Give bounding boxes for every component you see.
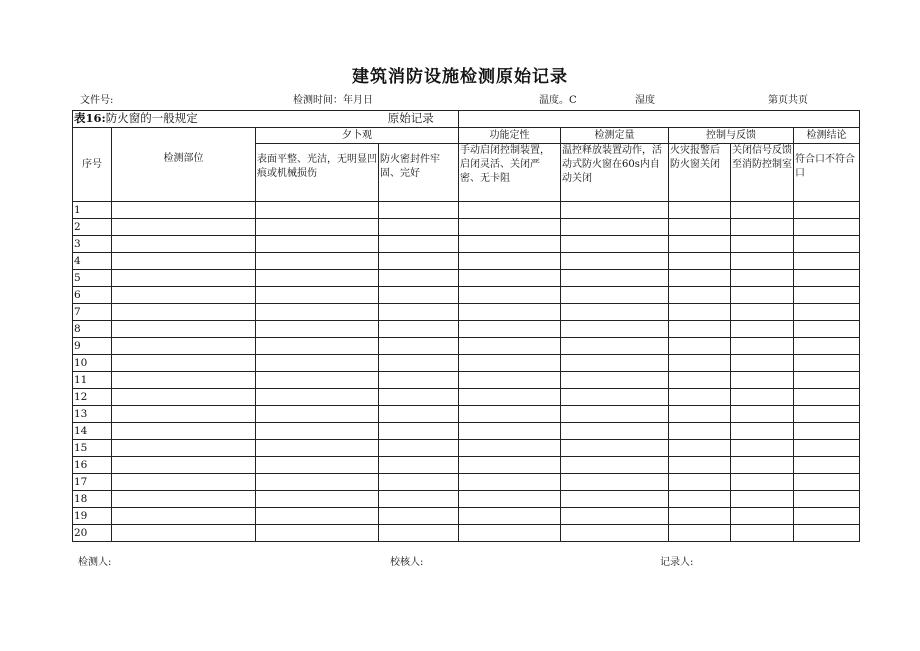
table-cell bbox=[794, 457, 860, 474]
row-number: 12 bbox=[73, 389, 112, 406]
row-number: 13 bbox=[73, 406, 112, 423]
table-cell bbox=[731, 457, 794, 474]
table-row bbox=[73, 202, 860, 219]
table-cell bbox=[794, 236, 860, 253]
table-cell bbox=[731, 372, 794, 389]
table-cell bbox=[731, 219, 794, 236]
table-cell bbox=[379, 219, 459, 236]
sub-header-manual-control: 手动启闭控制装置，启闭灵活、关闭严密、无卡阻 bbox=[459, 144, 561, 202]
data-rows bbox=[73, 202, 860, 542]
table-cell bbox=[669, 491, 731, 508]
table-number: 表16: bbox=[74, 111, 106, 125]
row-number: 17 bbox=[73, 474, 112, 491]
table-cell bbox=[731, 423, 794, 440]
table-cell bbox=[379, 372, 459, 389]
table-row bbox=[73, 372, 860, 389]
row-number: 1 bbox=[73, 202, 112, 219]
table-cell bbox=[669, 270, 731, 287]
table-cell bbox=[256, 389, 379, 406]
table-cell bbox=[379, 525, 459, 542]
table-cell bbox=[459, 525, 561, 542]
table-cell bbox=[561, 474, 669, 491]
table-cell bbox=[669, 406, 731, 423]
table-row bbox=[73, 253, 860, 270]
table-cell bbox=[459, 304, 561, 321]
table-cell bbox=[669, 372, 731, 389]
table-cell bbox=[794, 321, 860, 338]
table-cell bbox=[379, 304, 459, 321]
table-cell bbox=[379, 202, 459, 219]
table-cell bbox=[459, 287, 561, 304]
table-cell bbox=[112, 423, 256, 440]
row-number: 14 bbox=[73, 423, 112, 440]
check-time-label: 检测时间：年月日 bbox=[293, 95, 373, 106]
table-cell bbox=[112, 440, 256, 457]
table-cell bbox=[794, 270, 860, 287]
table-cell bbox=[669, 287, 731, 304]
table-row bbox=[73, 525, 860, 542]
table-cell bbox=[794, 440, 860, 457]
row-number: 3 bbox=[73, 236, 112, 253]
header-control-feedback: 控制与反馈 bbox=[669, 128, 794, 144]
table-row bbox=[73, 508, 860, 525]
sub-header-signal-feedback: 关闭信号反馈至消防控制室 bbox=[731, 144, 794, 202]
table-cell bbox=[561, 304, 669, 321]
row-number: 6 bbox=[73, 287, 112, 304]
table-cell bbox=[794, 355, 860, 372]
table-cell bbox=[459, 423, 561, 440]
table-cell bbox=[379, 253, 459, 270]
header-serial-number: 序号 bbox=[73, 128, 112, 202]
header-conclusion: 检测结论 bbox=[794, 128, 860, 144]
table-row bbox=[73, 389, 860, 406]
table-cell bbox=[561, 355, 669, 372]
table-row bbox=[73, 406, 860, 423]
table-cell bbox=[669, 440, 731, 457]
table-cell bbox=[561, 338, 669, 355]
table-cell bbox=[379, 236, 459, 253]
table-cell bbox=[256, 270, 379, 287]
sub-header-alarm-close: 火灾报警后防火窗关闭 bbox=[669, 144, 731, 202]
humidity-label: 湿度 bbox=[635, 95, 655, 106]
group-header-row bbox=[73, 128, 860, 144]
table-cell bbox=[731, 525, 794, 542]
table-cell bbox=[561, 202, 669, 219]
table-cell bbox=[256, 423, 379, 440]
table-row bbox=[73, 440, 860, 457]
table-cell bbox=[561, 406, 669, 423]
row-number: 8 bbox=[73, 321, 112, 338]
table-cell bbox=[459, 236, 561, 253]
table-cell bbox=[256, 355, 379, 372]
table-cell bbox=[669, 508, 731, 525]
table-cell bbox=[379, 474, 459, 491]
table-cell bbox=[669, 253, 731, 270]
table-cell bbox=[256, 202, 379, 219]
table-cell bbox=[112, 287, 256, 304]
table-cell bbox=[794, 202, 860, 219]
table-cell bbox=[112, 406, 256, 423]
table-cell bbox=[669, 474, 731, 491]
table-cell bbox=[669, 236, 731, 253]
table-cell bbox=[794, 253, 860, 270]
table-cell bbox=[561, 440, 669, 457]
row-number: 11 bbox=[73, 372, 112, 389]
table-cell bbox=[256, 338, 379, 355]
table-cell bbox=[669, 321, 731, 338]
file-number-label: 文件号: bbox=[80, 95, 114, 106]
table-cell bbox=[731, 406, 794, 423]
table-cell bbox=[561, 508, 669, 525]
table-row bbox=[73, 304, 860, 321]
table-cell bbox=[112, 355, 256, 372]
table-cell bbox=[256, 508, 379, 525]
table-cell bbox=[256, 440, 379, 457]
table-cell bbox=[112, 525, 256, 542]
table-cell bbox=[794, 525, 860, 542]
table-cell bbox=[379, 338, 459, 355]
table-cell bbox=[561, 321, 669, 338]
table-cell bbox=[379, 440, 459, 457]
table-cell bbox=[669, 525, 731, 542]
table-cell bbox=[794, 508, 860, 525]
table-cell bbox=[459, 474, 561, 491]
table-cell bbox=[669, 423, 731, 440]
header-location: 检测部位 bbox=[112, 128, 256, 202]
row-number: 5 bbox=[73, 270, 112, 287]
inspection-record-table bbox=[72, 110, 860, 542]
header-quantitative: 检测定量 bbox=[561, 128, 669, 144]
table-title-blank bbox=[459, 111, 860, 128]
row-number: 2 bbox=[73, 219, 112, 236]
row-number: 16 bbox=[73, 457, 112, 474]
table-cell bbox=[459, 270, 561, 287]
table-cell bbox=[256, 236, 379, 253]
table-cell bbox=[794, 423, 860, 440]
table-cell bbox=[794, 491, 860, 508]
table-cell bbox=[731, 508, 794, 525]
table-cell bbox=[379, 287, 459, 304]
header-appearance: 夕卜观 bbox=[256, 128, 459, 144]
table-cell bbox=[459, 440, 561, 457]
table-cell bbox=[731, 338, 794, 355]
table-cell bbox=[731, 440, 794, 457]
table-row bbox=[73, 287, 860, 304]
table-cell bbox=[561, 457, 669, 474]
table-cell bbox=[379, 270, 459, 287]
table-cell bbox=[112, 304, 256, 321]
table-cell bbox=[256, 406, 379, 423]
table-cell bbox=[731, 253, 794, 270]
table-row bbox=[73, 474, 860, 491]
temperature-label: 温度。C bbox=[539, 95, 577, 106]
table-cell bbox=[112, 508, 256, 525]
table-cell bbox=[379, 406, 459, 423]
table-cell bbox=[459, 457, 561, 474]
table-cell bbox=[112, 253, 256, 270]
row-number: 20 bbox=[73, 525, 112, 542]
table-cell bbox=[561, 372, 669, 389]
table-row bbox=[73, 423, 860, 440]
table-cell bbox=[561, 270, 669, 287]
table-name: 防火窗的一般规定 bbox=[105, 111, 198, 125]
table-cell bbox=[459, 338, 561, 355]
table-title-row bbox=[73, 111, 860, 128]
table-cell bbox=[794, 389, 860, 406]
document-title: 建筑消防设施检测原始记录 bbox=[352, 67, 568, 87]
table-cell bbox=[112, 491, 256, 508]
table-cell bbox=[379, 321, 459, 338]
table-row bbox=[73, 270, 860, 287]
sub-header-surface: 表面平整、光洁，无明显凹痕或机械损伤 bbox=[256, 144, 379, 202]
table-cell bbox=[379, 355, 459, 372]
table-cell bbox=[459, 219, 561, 236]
sub-header-conclusion: 符合口不符合口 bbox=[794, 144, 860, 202]
table-cell bbox=[731, 389, 794, 406]
table-cell bbox=[112, 457, 256, 474]
table-cell bbox=[669, 355, 731, 372]
table-row bbox=[73, 236, 860, 253]
table-cell bbox=[794, 338, 860, 355]
table-cell bbox=[561, 287, 669, 304]
table-cell bbox=[256, 287, 379, 304]
table-cell bbox=[669, 389, 731, 406]
table-cell bbox=[379, 389, 459, 406]
table-cell bbox=[112, 236, 256, 253]
table-cell bbox=[459, 389, 561, 406]
tester-label: 检测人: bbox=[78, 557, 112, 568]
table-cell bbox=[561, 491, 669, 508]
row-number: 19 bbox=[73, 508, 112, 525]
table-cell bbox=[561, 423, 669, 440]
table-row bbox=[73, 321, 860, 338]
table-cell bbox=[256, 253, 379, 270]
table-cell bbox=[669, 457, 731, 474]
table-cell bbox=[256, 491, 379, 508]
table-cell bbox=[669, 338, 731, 355]
original-record-label: 原始记录 bbox=[387, 111, 434, 125]
table-cell bbox=[459, 508, 561, 525]
table-cell bbox=[112, 389, 256, 406]
table-cell bbox=[112, 338, 256, 355]
row-number: 10 bbox=[73, 355, 112, 372]
table-cell bbox=[379, 491, 459, 508]
table-cell bbox=[669, 304, 731, 321]
table-cell bbox=[112, 474, 256, 491]
table-row bbox=[73, 457, 860, 474]
table-cell bbox=[731, 304, 794, 321]
table-row bbox=[73, 338, 860, 355]
table-cell bbox=[459, 202, 561, 219]
table-cell bbox=[731, 491, 794, 508]
table-cell bbox=[256, 304, 379, 321]
table-row bbox=[73, 219, 860, 236]
table-cell bbox=[256, 474, 379, 491]
table-cell bbox=[669, 219, 731, 236]
sub-header-seal: 防火密封件牢固、完好 bbox=[379, 144, 459, 202]
table-cell bbox=[794, 474, 860, 491]
table-cell bbox=[459, 406, 561, 423]
header-function: 功能定性 bbox=[459, 128, 561, 144]
table-cell bbox=[731, 236, 794, 253]
table-cell bbox=[794, 372, 860, 389]
checker-label: 校核人: bbox=[390, 557, 424, 568]
page-count-label: 第页共页 bbox=[768, 95, 808, 106]
table-cell bbox=[459, 372, 561, 389]
table-cell bbox=[256, 457, 379, 474]
row-number: 18 bbox=[73, 491, 112, 508]
table-cell bbox=[669, 202, 731, 219]
table-cell bbox=[112, 202, 256, 219]
table-cell bbox=[731, 270, 794, 287]
table-cell bbox=[459, 355, 561, 372]
row-number: 15 bbox=[73, 440, 112, 457]
row-number: 4 bbox=[73, 253, 112, 270]
table-cell bbox=[459, 321, 561, 338]
table-cell bbox=[731, 355, 794, 372]
row-number: 7 bbox=[73, 304, 112, 321]
table-cell bbox=[731, 202, 794, 219]
table-cell bbox=[794, 219, 860, 236]
table-cell bbox=[561, 525, 669, 542]
table-title-cell bbox=[73, 111, 459, 128]
table-row bbox=[73, 355, 860, 372]
table-cell bbox=[561, 219, 669, 236]
table-cell bbox=[379, 508, 459, 525]
row-number: 9 bbox=[73, 338, 112, 355]
sub-header-thermal-release: 温控释放装置动作，活动式防火窗在60s内自动关闭 bbox=[561, 144, 669, 202]
table-cell bbox=[112, 219, 256, 236]
table-cell bbox=[112, 372, 256, 389]
table-cell bbox=[561, 253, 669, 270]
table-cell bbox=[459, 253, 561, 270]
table-cell bbox=[256, 372, 379, 389]
table-cell bbox=[379, 457, 459, 474]
table-cell bbox=[794, 406, 860, 423]
table-cell bbox=[731, 474, 794, 491]
table-cell bbox=[112, 321, 256, 338]
table-cell bbox=[379, 423, 459, 440]
table-cell bbox=[731, 287, 794, 304]
recorder-label: 记录人: bbox=[660, 557, 694, 568]
table-cell bbox=[561, 236, 669, 253]
table-cell bbox=[256, 525, 379, 542]
table-cell bbox=[256, 219, 379, 236]
table-cell bbox=[256, 321, 379, 338]
table-cell bbox=[731, 321, 794, 338]
table-row bbox=[73, 491, 860, 508]
table-cell bbox=[561, 389, 669, 406]
table-cell bbox=[459, 491, 561, 508]
table-cell bbox=[794, 304, 860, 321]
table-cell bbox=[112, 270, 256, 287]
table-cell bbox=[794, 287, 860, 304]
